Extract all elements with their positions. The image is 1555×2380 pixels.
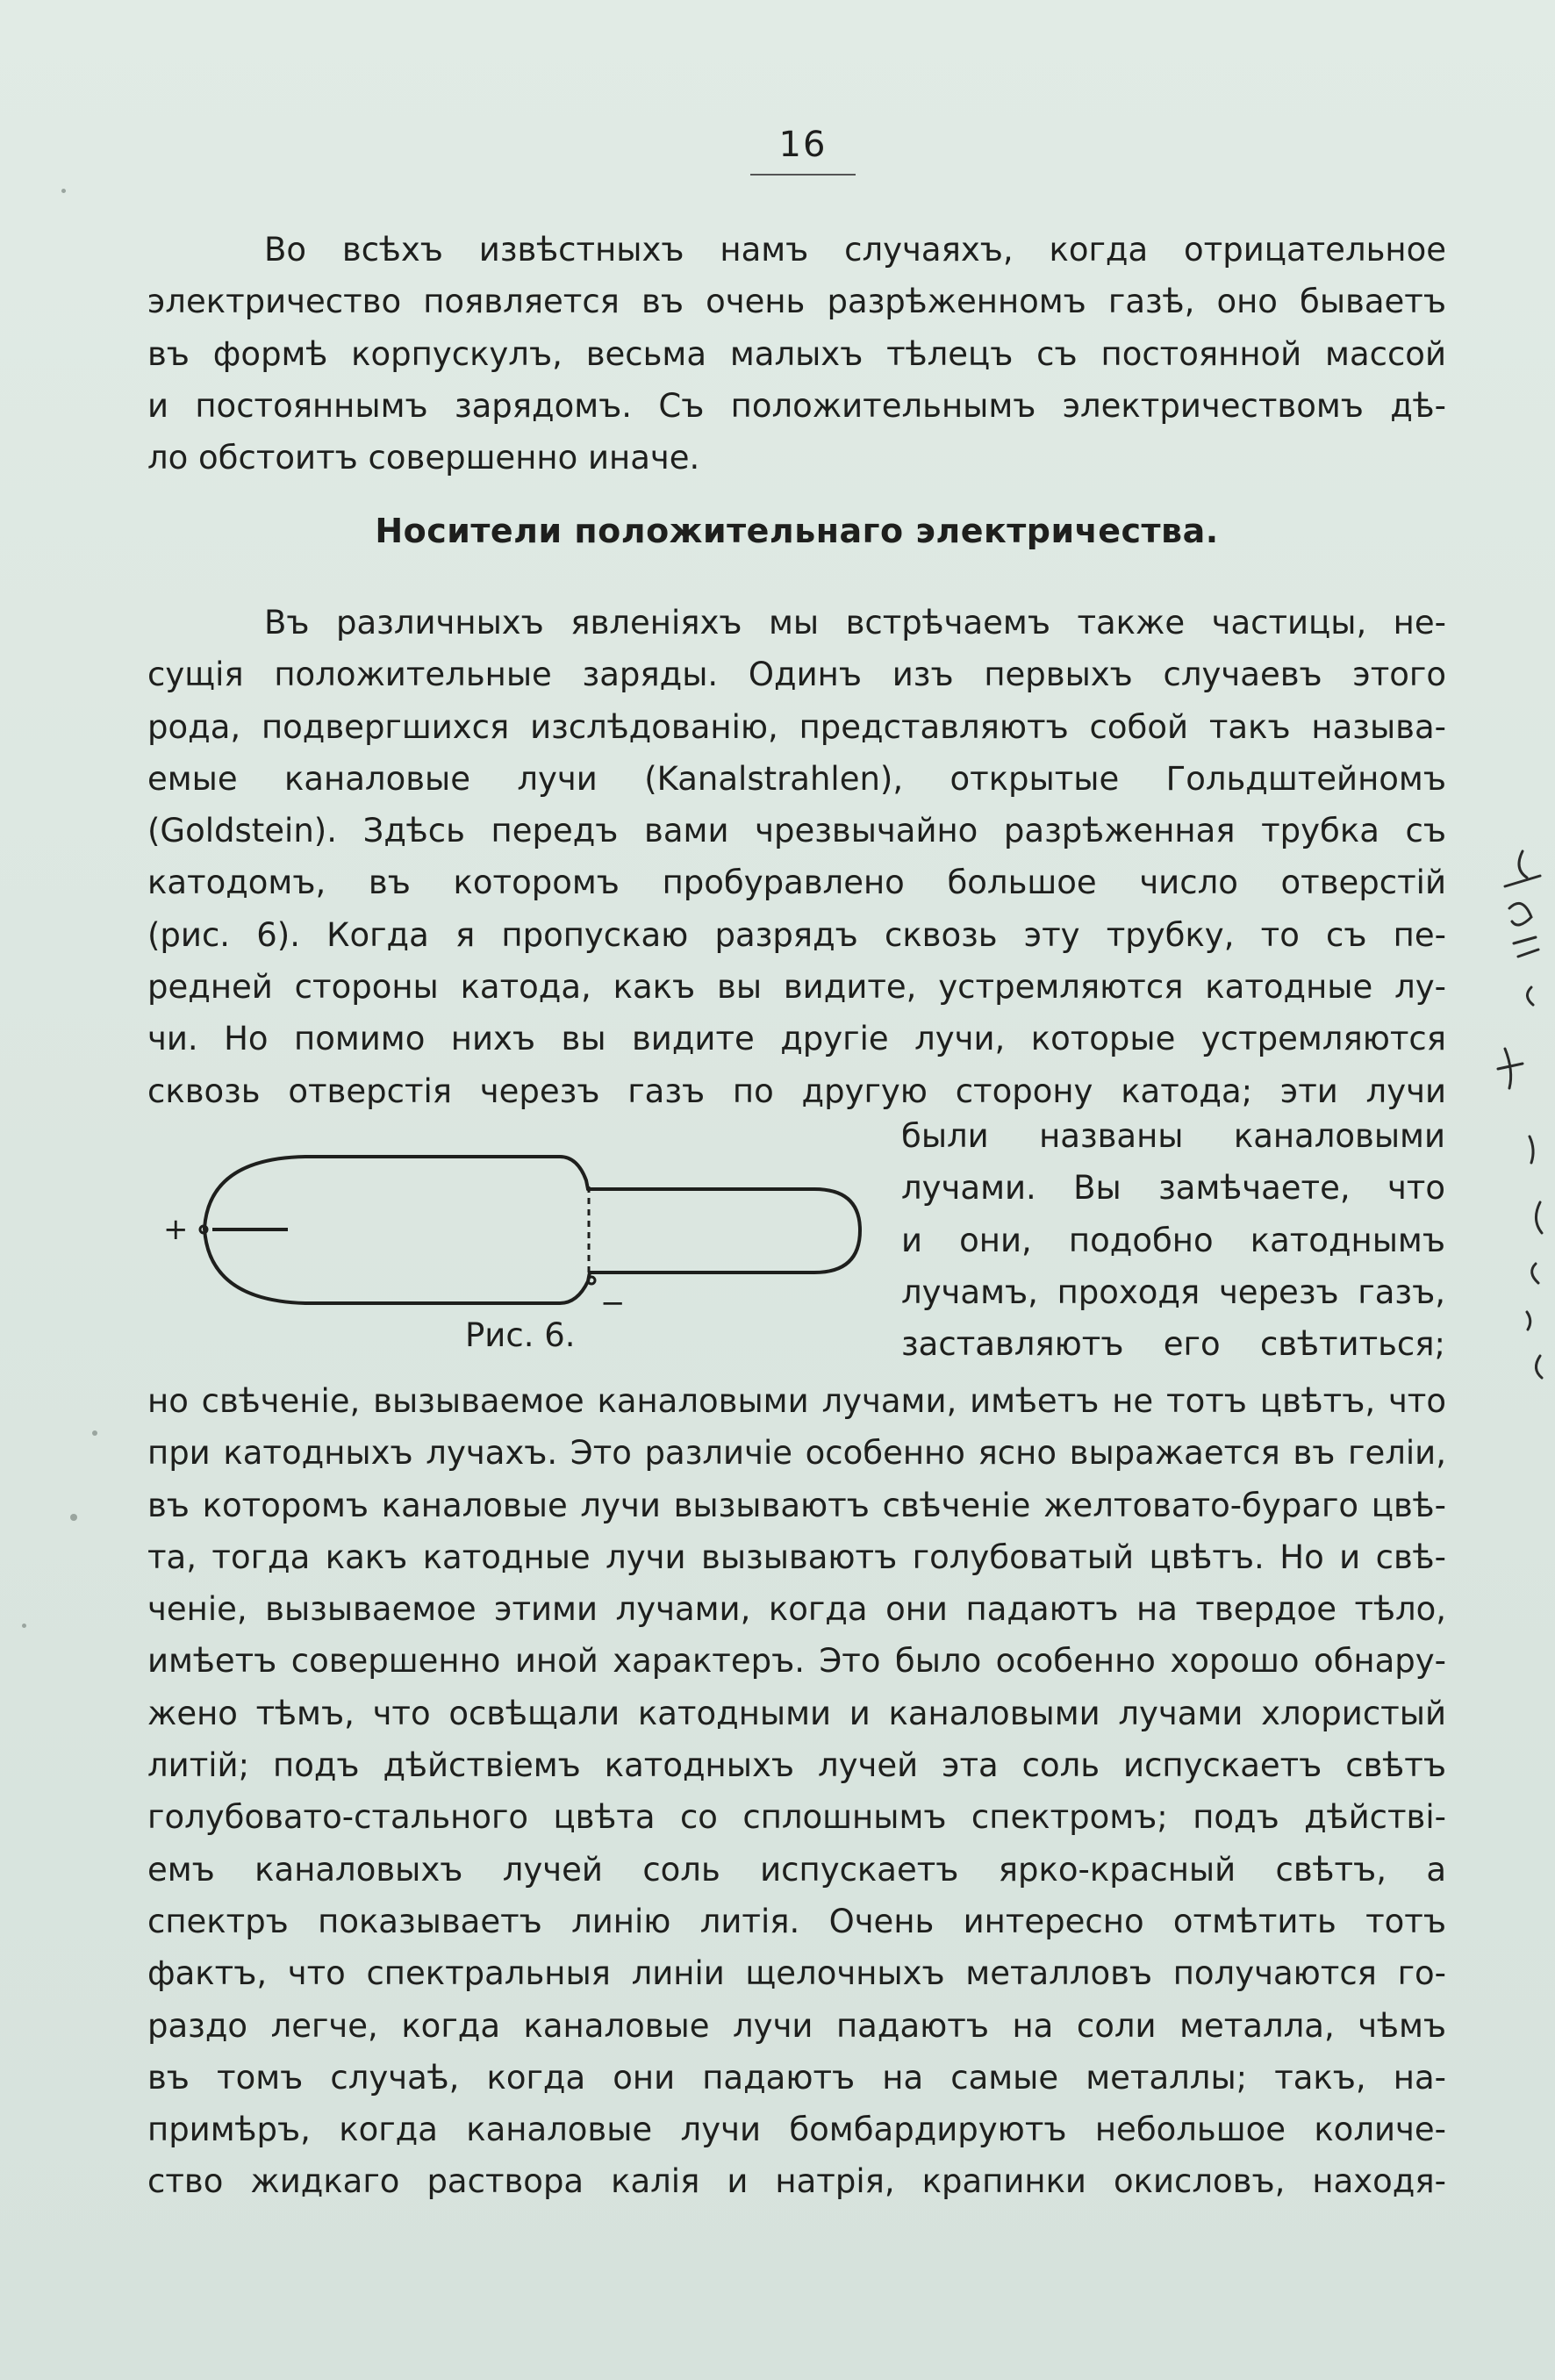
text-line: Во всѣхъ извѣстныхъ намъ случаяхъ, когда отрицательное — [264, 231, 1446, 269]
text-line: голубовато-стального цвѣта со сплошнымъ спектромъ; подъ дѣйстві- — [147, 1798, 1446, 1837]
text-line: емъ каналовыхъ лучей соль испускаетъ ярко-красный свѣтъ, а — [147, 1850, 1446, 1889]
figure-caption: Рис. 6. — [465, 1316, 576, 1354]
text-line: та, тогда какъ катодные лучи вызываютъ голубоватый цвѣтъ. Но и свѣ- — [147, 1538, 1446, 1576]
text-line: спектръ показываетъ линію литія. Очень интересно отмѣтить тотъ — [147, 1902, 1446, 1940]
text-line: сущія положительные заряды. Одинъ изъ первыхъ случаевъ этого — [147, 656, 1446, 694]
text-line: емые каналовые лучи (Kanalstrahlen), открытые Гольдштейномъ — [147, 759, 1446, 798]
section-heading: Носители положительнаго электричества. — [375, 512, 1219, 550]
text-line: фактъ, что спектральныя линіи щелочныхъ металловъ получаются го- — [147, 1954, 1446, 1993]
text-line: (рис. 6). Когда я пропускаю разрядъ сквозь эту трубку, то съ пе- — [147, 915, 1446, 954]
text-line: ченіе, вызываемое этими лучами, когда они падаютъ на твердое тѣло, — [147, 1590, 1446, 1629]
text-line: были названы каналовыми — [901, 1117, 1445, 1155]
paper-speck — [92, 1430, 97, 1436]
text-line: лучами. Вы замѣчаете, что — [901, 1169, 1445, 1208]
text-line: примѣръ, когда каналовые лучи бомбардируютъ небольшое количе- — [147, 2111, 1446, 2149]
page-number-rule — [750, 174, 856, 176]
text-line: ство жидкаго раствора калія и натрія, крапинки окисловъ, находя- — [147, 2162, 1446, 2201]
paper-speck — [61, 189, 66, 193]
margin-scribble-icon — [1487, 834, 1555, 1466]
paragraph-3 — [147, 1375, 1446, 2208]
text-line: въ томъ случаѣ, когда они падаютъ на самые металлы; такъ, на- — [147, 2058, 1446, 2097]
text-line: чи. Но помимо нихъ вы видите другіе лучи, которые устремляются — [147, 1020, 1446, 1058]
cathode-terminal — [588, 1277, 595, 1284]
text-line: но свѣченіе, вызываемое каналовыми лучами, имѣетъ не тотъ цвѣтъ, что — [147, 1382, 1446, 1420]
text-line: редней стороны катода, какъ вы видите, устремляются катодные лу- — [147, 968, 1446, 1007]
text-line: заставляютъ его свѣтиться; — [901, 1325, 1445, 1364]
text-line: лучамъ, проходя черезъ газъ, — [901, 1272, 1445, 1311]
text-line: катодомъ, въ которомъ пробуравлено большое число отверстій — [147, 864, 1446, 902]
handwritten-margin-marks — [1487, 834, 1555, 1466]
text-line: жено тѣмъ, что освѣщали катодными и каналовыми лучами хлористый — [147, 1694, 1446, 1732]
text-line: сквозь отверстія черезъ газъ по другую сторону катода; эти лучи — [147, 1072, 1446, 1110]
text-line: въ формѣ корпускулъ, весьма малыхъ тѣлецъ съ постоянной массой — [147, 334, 1446, 373]
text-line: литій; подъ дѣйствіемъ катодныхъ лучей эта соль испускаетъ свѣтъ — [147, 1746, 1446, 1785]
minus-label: − — [600, 1286, 626, 1321]
text-line: и они, подобно катоднымъ — [901, 1221, 1445, 1259]
text-line: Въ различныхъ явленіяхъ мы встрѣчаемъ также частицы, не- — [264, 604, 1446, 642]
text-line: раздо легче, когда каналовые лучи падаютъ на соли металла, чѣмъ — [147, 2006, 1446, 2045]
text-line: при катодныхъ лучахъ. Это различіе особенно ясно выражается въ геліи, — [147, 1434, 1446, 1473]
text-line: электричество появляется въ очень разрѣженномъ газѣ, оно бываетъ — [147, 283, 1446, 321]
paper-speck — [70, 1514, 77, 1521]
text-line: (Goldstein). Здѣсь передъ вами чрезвычайно разрѣженная трубка съ — [147, 812, 1446, 850]
paragraph-1 — [147, 224, 1446, 484]
page-number: 16 — [778, 125, 828, 165]
text-line: рода, подвергшихся изслѣдованію, представляютъ собой такъ называ- — [147, 707, 1446, 746]
text-line: въ которомъ каналовые лучи вызываютъ свѣченіе желтовато-бураго цвѣ- — [147, 1486, 1446, 1524]
paragraph-2 — [147, 597, 1446, 1117]
paper-speck — [22, 1624, 26, 1628]
figure-side-text — [901, 1110, 1445, 1370]
text-line: и постояннымъ зарядомъ. Съ положительнымъ электричествомъ дѣ- — [147, 386, 1446, 425]
plus-label: + — [163, 1212, 189, 1247]
text-line: имѣетъ совершенно иной характеръ. Это было особенно хорошо обнару- — [147, 1642, 1446, 1681]
text-line: ло обстоитъ совершенно иначе. — [147, 439, 700, 477]
